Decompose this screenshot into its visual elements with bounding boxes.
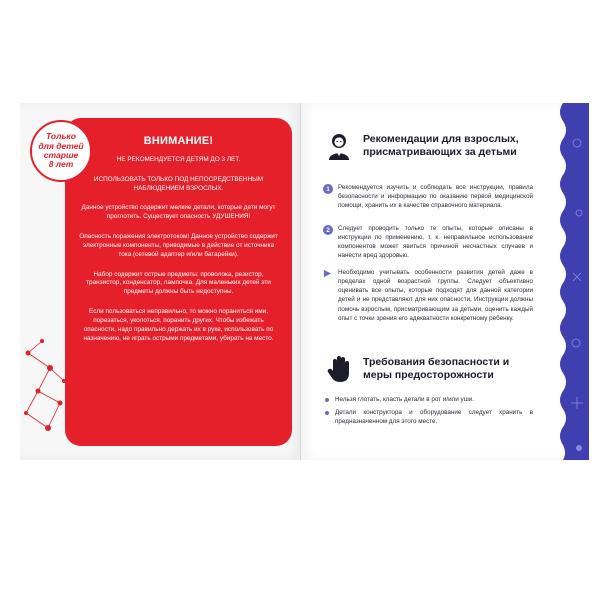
bullet-icon [325, 398, 329, 402]
hand-stop-icon [323, 353, 355, 385]
warning-paragraph: Набор содержит острые предметы: проволока, резистор, транзистор, конденсатор, лампочка. Для маленьких детей эти предметы должны быть недоступны. [86, 270, 271, 296]
warning-title: ВНИМАНИЕ! [143, 135, 214, 147]
item-text: Следует проводить только те опыты, которые описаны в инструкции по применению, т. к. неправильное использование компонентов может явиться причиной несчастных случаев и нанести вред здоровью. [338, 225, 533, 260]
item-number: 2 [323, 225, 333, 235]
molecule-decoration-icon [20, 333, 70, 443]
warning-paragraph: НЕ РЕКОМЕНДУЕТСЯ ДЕТЯМ ДО 3 ЛЕТ. [116, 156, 241, 163]
warning-paragraph: Опасность поражения электротоком! Данное устройство содержит электронные компоненты, приводимые в действие от источника тока (сетевой адаптер и/или батарейки). [79, 233, 278, 258]
item-number: 1 [323, 184, 333, 194]
list-item [323, 408, 533, 426]
warning-box [65, 118, 292, 446]
item-text: Нельзя глотать, класть детали в рот и/или уши. [335, 396, 475, 403]
safety-title: Требования безопасности и меры предосторожности [363, 355, 510, 381]
item-text: Рекомендуется изучить и соблюдать все инструкции, правила безопасности и информацию по оказанию первой медицинской помощи, хранить их в качестве справочного материала. [338, 184, 533, 210]
age-badge [30, 120, 92, 182]
list-item [323, 224, 533, 261]
item-text: Необходимо учитывать особенности развития детей даже в пределах одной возрастной группы. Следует объективно оценивать все опыты, которые подходят для данной категории детей и не представляют для них опасности. Инструкции должны помочь взрослым, присматривающим за детьми, оценить каждый опыт с точки зрения его адекватности конкретному ребенку. [338, 269, 533, 322]
booklet [20, 103, 589, 460]
warning-paragraph: Если пользоваться неправильно, то можно пораниться ими, порезаться, уколоться, поранить других. Чтобы избежать опасности, надо правильно держать их в руке, использовать по назначению, не играть острыми предметами, убирать на место. [83, 308, 274, 342]
triangle-marker-icon [323, 269, 332, 278]
warning-paragraph: Данное устройство содержит мелкие детали, которые дети могут проглотить. Существует опасность УДУШЕНИЯ! [81, 204, 276, 221]
decorative-side-strip [549, 103, 589, 460]
age-badge-text: Только для детей старше 8 лет [38, 131, 84, 170]
recommendations-title: Рекомендации для взрослых, присматривающих за детьми [363, 132, 519, 158]
list-item [323, 395, 533, 404]
bullet-icon [325, 411, 329, 415]
right-page-content [301, 103, 551, 460]
parent-icon [323, 130, 355, 162]
warning-paragraph: ИСПОЛЬЗОВАТЬ ТОЛЬКО ПОД НЕПОСРЕДСТВЕННЫМ НАБЛЮДЕНИЕМ ВЗРОСЛЫХ. [93, 175, 264, 192]
list-item [323, 268, 533, 323]
safety-header [323, 353, 533, 385]
right-page [301, 103, 589, 460]
left-page [20, 103, 301, 460]
list-item [323, 183, 533, 210]
item-text: Детали конструктора и оборудование следует хранить в предназначенном для этого месте. [335, 409, 533, 426]
recommendations-header [323, 130, 553, 162]
